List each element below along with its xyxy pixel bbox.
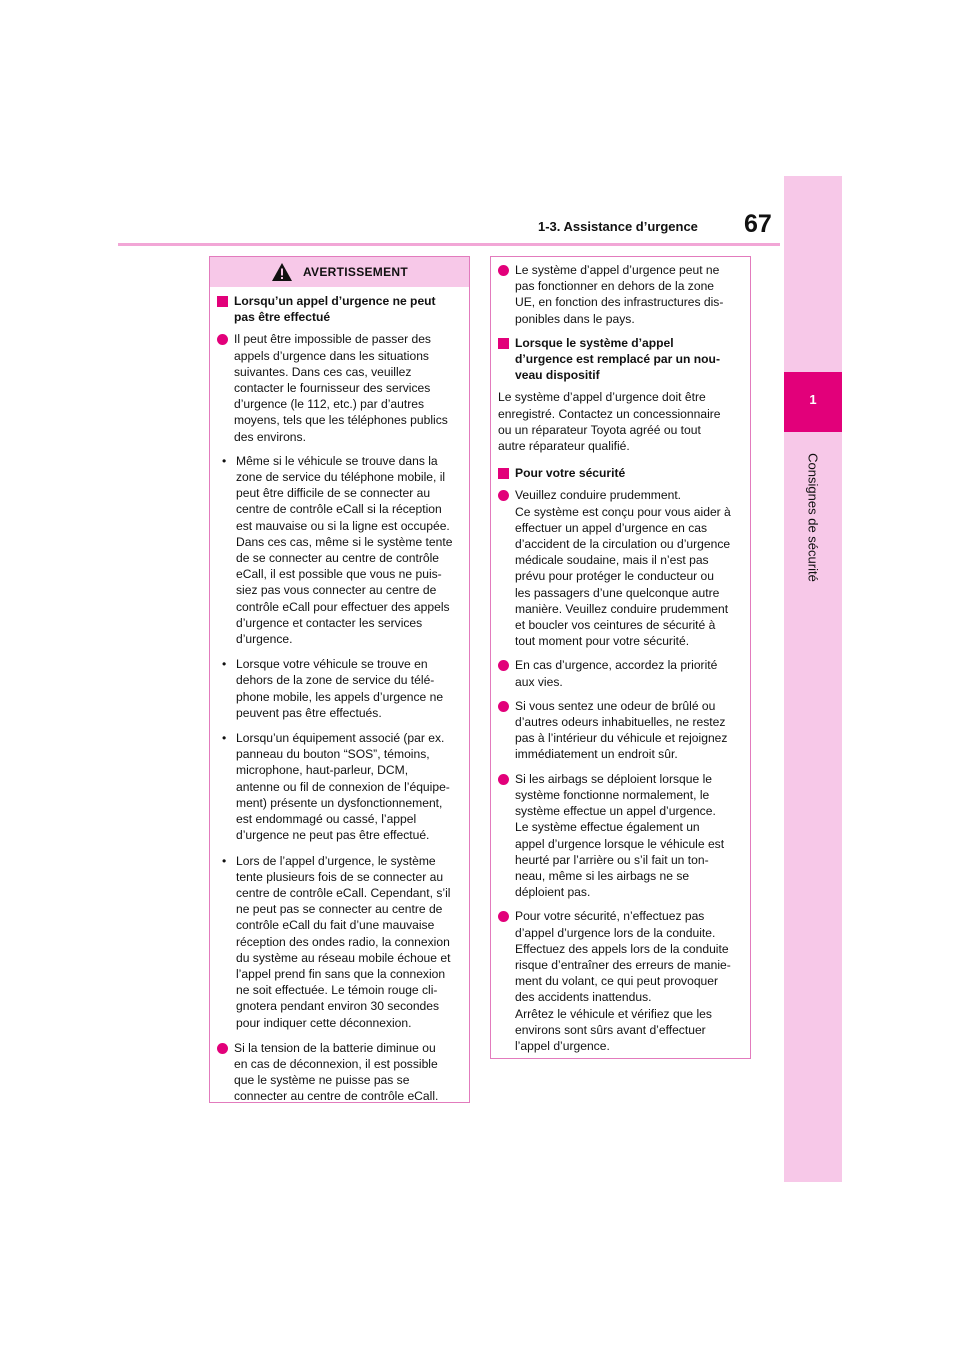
list-item xyxy=(498,908,744,1054)
safety-item-text: Si vous sentez une odeur de brûlé ou d’autres odeurs inhabituelles, ne restez pas à l’intérieur du véhicule et rejoignez immédiatement un endroit sûr. xyxy=(515,698,728,762)
bullet-icon: • xyxy=(222,731,227,746)
list-item xyxy=(498,487,744,649)
warning-content xyxy=(210,287,469,1105)
circle-bullet-icon xyxy=(498,265,509,276)
list-item xyxy=(217,853,463,1031)
list-item xyxy=(217,730,463,843)
warning-header xyxy=(210,257,469,287)
circle-bullet-icon xyxy=(217,334,228,345)
warning-heading xyxy=(217,293,463,325)
chapter-side-tab xyxy=(784,176,842,1182)
list-item xyxy=(217,1040,463,1105)
header-rule xyxy=(118,243,780,246)
chapter-number: 1 xyxy=(809,392,817,407)
warning-title: AVERTISSEMENT xyxy=(302,265,409,279)
bullet-icon: • xyxy=(222,453,227,468)
warning-box xyxy=(209,256,470,1103)
list-item xyxy=(498,262,744,327)
replace-heading-text: Lorsque le système d’appel d’urgence est remplacé par un nou- veau dispositif xyxy=(515,335,720,383)
bullet-text: Lorsqu’un équipement associé (par ex. panneau du bouton “SOS”, témoins, microphone, haut-parleur, DCM, antenne ou fil de connexion de l’équipe- ment) présente un dysfonctionnement, est endommagé ou cassé, l’appel d’urgence ne peut pas être effectué. xyxy=(236,731,450,843)
safety-item-text: Pour votre sécurité, n’effectuez pas d’appel d’urgence lors de la conduite. Effectuez des appels lors de la conduite risque d’entraîner des erreurs de manie- ment du volant, ce qui peut provoquer des accidents inattendus. Arrêtez le véhicule et vérifiez que les environs sont sûrs avant d’effectuer l’appel d’urgence. xyxy=(515,909,731,1053)
warning-intro: Il peut être impossible de passer des appels d’urgence dans les situations suivantes. Dans ces cas, veuillez contacter le fournisseur des services d’urgence (le 112, etc.) par d’autres moyens, tels que les téléphones publics des environs. xyxy=(234,332,448,444)
page-number: 67 xyxy=(744,210,772,238)
square-bullet-icon xyxy=(498,468,509,479)
chapter-label: Consignes de sécurité xyxy=(805,453,821,582)
warning-heading-text: Lorsqu’un appel d’urgence ne peut pas être effectué xyxy=(234,294,436,325)
square-bullet-icon xyxy=(217,296,228,307)
continued-content xyxy=(491,257,750,1054)
circle-bullet-icon xyxy=(498,774,509,785)
circle-bullet-icon xyxy=(498,490,509,501)
circle-bullet-icon xyxy=(498,911,509,922)
safety-heading-text: Pour votre sécurité xyxy=(515,466,626,481)
safety-item-text: En cas d’urgence, accordez la priorité aux vies. xyxy=(515,658,718,689)
replace-text: Le système d’appel d’urgence doit être enregistré. Contactez un concessionnaire ou un réparateur Toyota agréé ou tout autre réparateur qualifié. xyxy=(498,390,721,454)
list-item xyxy=(217,331,463,444)
list-item xyxy=(498,771,744,901)
list-item xyxy=(217,453,463,647)
section-title: 1-3. Assistance d’urgence xyxy=(538,219,698,234)
bullet-text: Même si le véhicule se trouve dans la zone de service du téléphone mobile, il peut être difficile de se connecter au centre de contrôle eCall si la réception est mauvaise ou si la ligne est occupée. Dans ces cas, même si le système tente de se connecter au centre de contrôle eCall, il est possible que vous ne puis- siez pas vous connecter au centre de contrôle eCall pour effectuer des appels d’urgence et contacter les services d’urgence. xyxy=(236,453,453,647)
safety-heading xyxy=(498,465,744,481)
warning-triangle-icon xyxy=(271,262,293,282)
circle-bullet-icon xyxy=(498,701,509,712)
safety-item-text: Veuillez conduire prudemment. Ce système est conçu pour vous aider à effectuer un appel d’urgence en cas d’accident de la circulation ou d’urgence médicale soudaine, mais il n’est pas prévu pour protéger le conducteur ou les passagers d’une quelconque autre manière. Veuillez conduire prudemment et boucler vos ceintures de sécurité à tout moment pour votre sécurité. xyxy=(515,488,731,649)
continued-warning-box xyxy=(490,256,751,1059)
bullet-icon: • xyxy=(222,853,227,868)
eu-note: Le système d’appel d’urgence peut ne pas fonctionner en dehors de la zone UE, en fonction des infrastructures dis- ponibles dans le pays. xyxy=(515,263,724,326)
list-item xyxy=(498,657,744,689)
bullet-text: Lors de l’appel d’urgence, le système tente plusieurs fois de se connecter au centre de contrôle eCall. Cependant, s’il ne peut pas se connecter au centre de contrôle eCall du fait d’une mauvaise réception des ondes radio, la connexion du système au réseau mobile échoue et l’appel prend fin sans que la connexion ne soit effectuée. Le témoin rouge cli- gnotera pendant environ 30 secondes pour indiquer cette déconnexion. xyxy=(236,853,451,1030)
battery-note: Si la tension de la batterie diminue ou en cas de déconnexion, il est possible que le système ne puisse pas se connecter au centre de contrôle eCall. xyxy=(234,1040,439,1104)
list-item xyxy=(498,698,744,763)
square-bullet-icon xyxy=(498,338,509,349)
bullet-icon: • xyxy=(222,657,227,672)
replace-heading xyxy=(498,335,744,384)
bullet-text: Lorsque votre véhicule se trouve en dehors de la zone de service du télé- phone mobile, les appels d’urgence ne peuvent pas être effectués. xyxy=(236,657,444,720)
circle-bullet-icon xyxy=(217,1043,228,1054)
list-item xyxy=(217,656,463,721)
safety-item-text: Si les airbags se déploient lorsque le système fonctionne normalement, le système effectue un appel d’urgence. Le système effectue également un appel d’urgence lorsque le véhicule est heurté par l’arrière ou s’il fait un ton- neau, même si les airbags ne se déploient pas. xyxy=(515,771,725,900)
circle-bullet-icon xyxy=(498,660,509,671)
